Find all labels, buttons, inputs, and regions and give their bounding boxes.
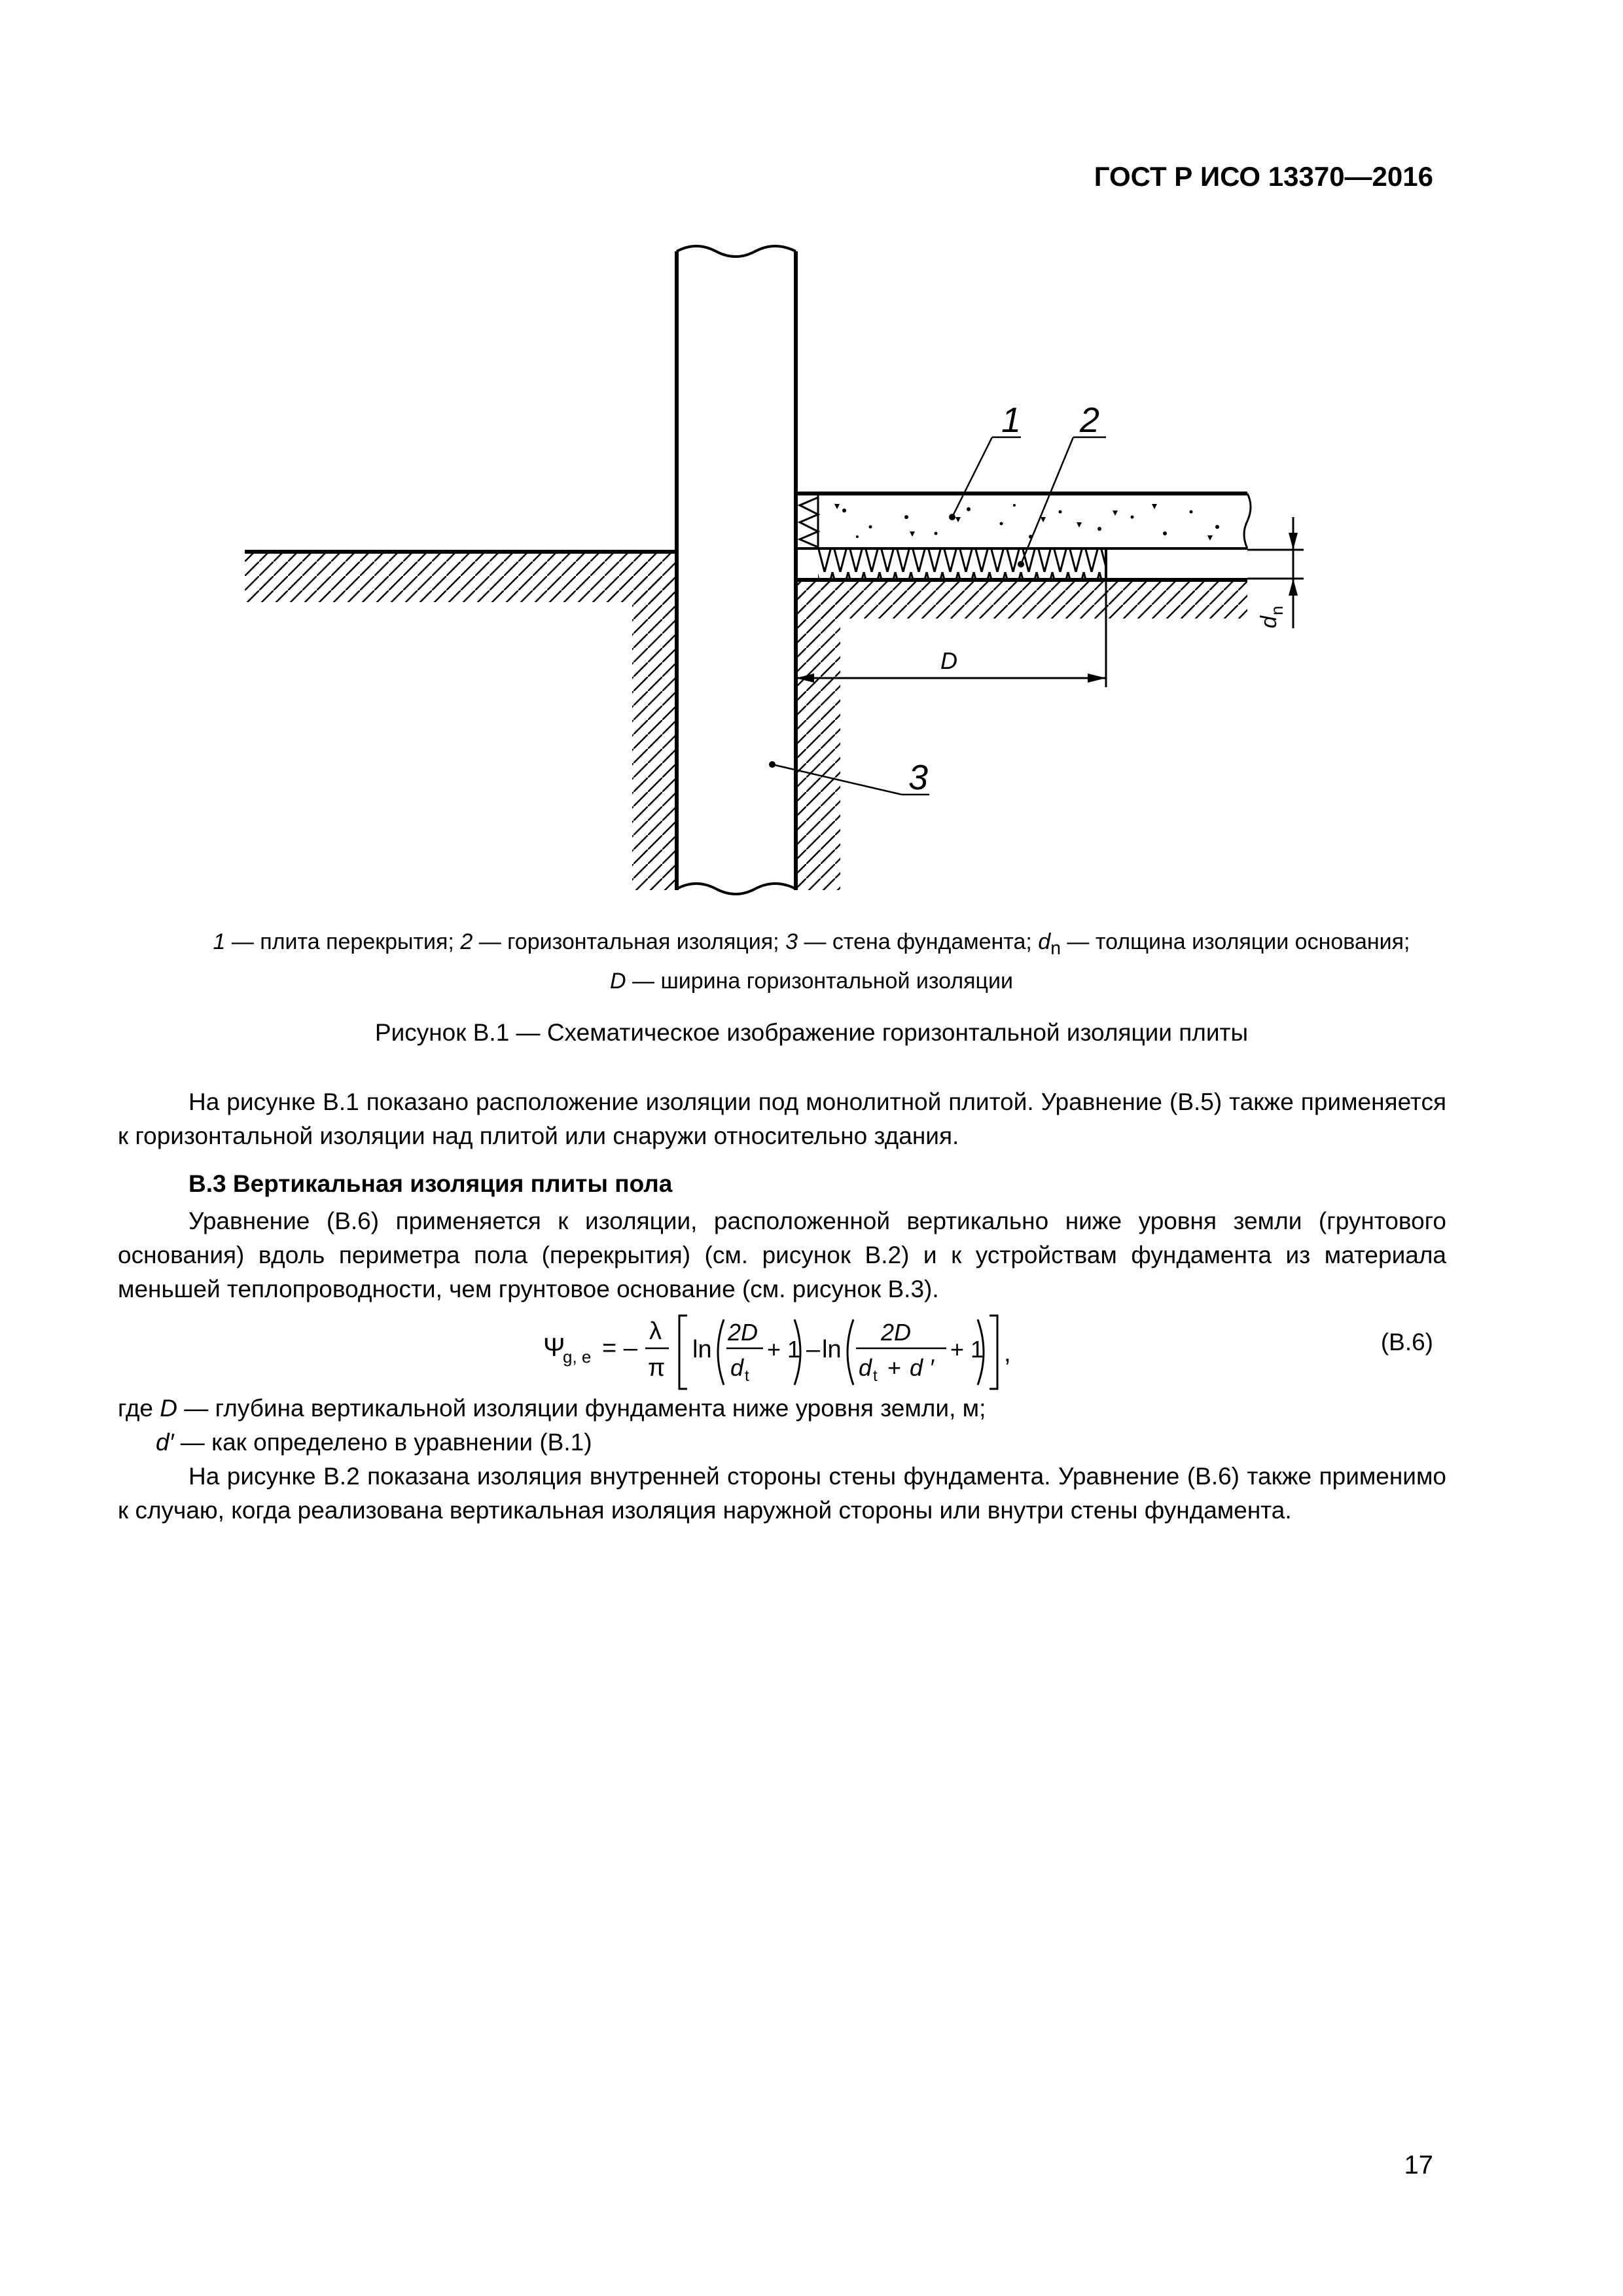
- section-title: В.3 Вертикальная изоляция плиты пола: [188, 1170, 673, 1197]
- svg-text:2D: 2D: [881, 1319, 912, 1346]
- figure-legend: 1 — плита перекрытия; 2 — горизонтальная изоляция; 3 — стена фундамента; $d_n$ — толщина изоляции основания; D — ширина горизонтальной изоляции: [213, 929, 1410, 994]
- svg-text:2D: 2D: [728, 1319, 758, 1346]
- svg-text:= –: = –: [602, 1335, 637, 1362]
- svg-text:+ 1: + 1: [950, 1336, 984, 1363]
- ground-hatch-right: [796, 579, 1247, 890]
- where-line-1: где D — глубина вертикальной изоляции фундамента ниже уровня земли, м;: [118, 1395, 986, 1422]
- label-D: D: [940, 647, 957, 674]
- svg-text:d: d: [859, 1354, 872, 1381]
- svg-text:t: t: [745, 1367, 749, 1385]
- svg-text:π: π: [648, 1354, 666, 1382]
- svg-text:t: t: [873, 1367, 878, 1385]
- paragraph-2: Уравнение (В.6) применяется к изоляции, расположенной вертикально ниже уровня земли (грунтового основания) вдоль периметра пола (перекрытия) (см. рисунок В.2) и к устройствам фундамента из материала меньшей теплопроводности, чем грунтовое основание (см. рисунок В.3).: [118, 1208, 1446, 1302]
- page-number: 17: [1404, 2151, 1433, 2179]
- svg-text:+ 1: + 1: [767, 1336, 801, 1363]
- standard-header: ГОСТ Р ИСО 13370—2016: [1094, 161, 1433, 192]
- svg-text:g, e: g, e: [563, 1347, 592, 1367]
- foundation-wall: [677, 246, 796, 894]
- label-2: 2: [1080, 401, 1100, 440]
- svg-text:d: d: [730, 1354, 744, 1381]
- svg-text:ln: ln: [692, 1336, 712, 1363]
- svg-text:+: +: [887, 1354, 902, 1381]
- where-line-2: d′ — как определено в уравнении (В.1): [156, 1429, 592, 1456]
- svg-text:ln: ln: [822, 1336, 842, 1363]
- dimension-dn: [1247, 517, 1304, 628]
- figure-b1: [0, 0, 1623, 903]
- label-dn-d: d: [1257, 616, 1281, 628]
- paragraph-1: На рисунке В.1 показано расположение изоляции под монолитной плитой. Уравнение (В.5) также применяется к горизонтальной изоляции над плитой или снаружи относительно здания.: [118, 1088, 1446, 1149]
- horizontal-insulation: [818, 550, 1106, 580]
- svg-text:–: –: [806, 1336, 821, 1363]
- label-1: 1: [1001, 401, 1022, 440]
- formula-b6: [524, 1302, 1440, 1401]
- label-3: 3: [908, 758, 929, 797]
- svg-text:Ψ: Ψ: [543, 1333, 565, 1362]
- figure-caption: Рисунок В.1 — Схематическое изображение горизонтальной изоляции плиты: [374, 1019, 1249, 1046]
- equation-number: (В.6): [1380, 1329, 1433, 1355]
- svg-text:λ: λ: [649, 1318, 662, 1345]
- label-dn-n: n: [1267, 605, 1287, 615]
- svg-text:,: ,: [1004, 1340, 1011, 1367]
- svg-text:d ′: d ′: [910, 1354, 934, 1381]
- ground-hatch-left: [245, 550, 677, 890]
- paragraph-3: На рисунке В.2 показана изоляция внутренней стороны стены фундамента. Уравнение (В.6) также применимо к случаю, когда реализована вертикальная изоляция наружной стороны или внутри стены фундамента.: [118, 1463, 1446, 1524]
